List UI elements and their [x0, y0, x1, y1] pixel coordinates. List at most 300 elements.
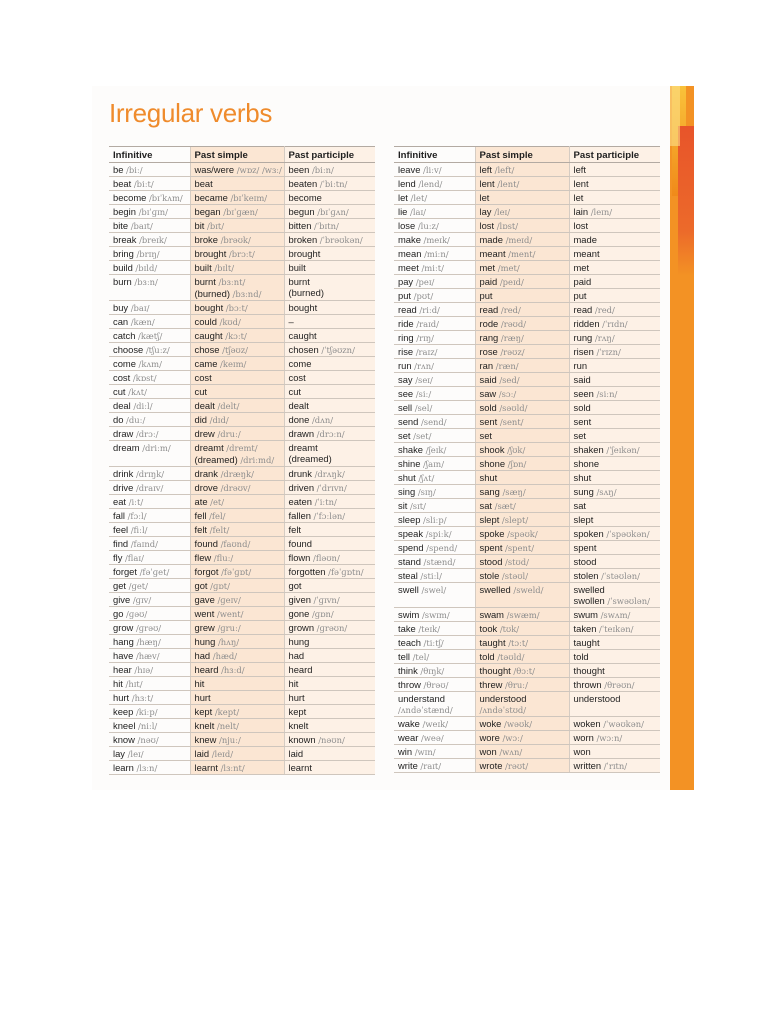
table-row — [109, 441, 375, 467]
cell-infinitive — [109, 565, 190, 579]
verb-form: slept — [479, 514, 500, 525]
verb-form: gave — [194, 594, 215, 605]
verb-form: feel — [113, 524, 129, 535]
cell-infinitive — [394, 745, 475, 759]
cell-past-simple — [475, 457, 569, 471]
verb-form: draw — [113, 428, 134, 439]
phonetic: /stiːl/ — [420, 571, 442, 581]
verb-form: beat — [113, 178, 132, 189]
verb-form: burn — [113, 276, 132, 287]
table-row — [394, 261, 660, 275]
phonetic: /raɪd/ — [416, 319, 439, 329]
cell-infinitive — [109, 649, 190, 663]
cell-infinitive — [394, 608, 475, 622]
verb-form: forgot — [194, 566, 219, 577]
cell-past-participle — [284, 427, 375, 441]
page-edge-decoration — [670, 86, 694, 790]
phonetic: /θrəʊn/ — [604, 680, 635, 690]
cell-infinitive — [109, 719, 190, 733]
cell-past-participle — [569, 759, 660, 773]
phonetic: /drɔː/ — [135, 429, 159, 439]
phonetic: /kʌm/ — [138, 359, 162, 369]
cell-infinitive — [394, 163, 475, 177]
table-row — [394, 443, 660, 457]
cell-past-simple — [475, 636, 569, 650]
cell-infinitive — [394, 731, 475, 745]
cell-infinitive — [109, 621, 190, 635]
phonetic: /ʌndəˈstænd/ — [398, 705, 453, 715]
cell-past-participle — [284, 315, 375, 329]
verb-form: said — [573, 374, 591, 385]
phonetic: /swæm/ — [506, 610, 540, 620]
cell-past-participle — [284, 523, 375, 537]
cell-past-participle — [569, 555, 660, 569]
cell-infinitive — [109, 761, 190, 775]
cell-infinitive — [394, 289, 475, 303]
cell-infinitive — [394, 303, 475, 317]
verb-form: grew — [194, 622, 215, 633]
cell-past-simple — [190, 705, 284, 719]
phonetic: /bɪˈɡɪn/ — [138, 207, 168, 217]
cell-past-participle — [569, 247, 660, 261]
phonetic: /flaɪ/ — [124, 553, 144, 563]
verb-form: rode — [479, 318, 499, 329]
verb-form: flew — [194, 552, 212, 563]
cell-past-participle — [569, 636, 660, 650]
verb-form: hurt — [194, 692, 211, 703]
verb-form: swim — [398, 609, 420, 620]
cell-past-participle — [284, 635, 375, 649]
cell-past-simple — [190, 635, 284, 649]
phonetic: /bɜːnd/ — [232, 289, 262, 299]
verb-form: hung — [194, 636, 216, 647]
phonetic: /θɪŋk/ — [420, 666, 445, 676]
cell-past-simple — [190, 593, 284, 607]
verb-table-left — [109, 146, 375, 775]
verb-form: worn — [573, 732, 594, 743]
phonetic: /ræn/ — [495, 361, 519, 371]
verb-form: shut — [573, 472, 592, 483]
verb-form: met — [479, 262, 496, 273]
cell-past-participle — [569, 569, 660, 583]
verb-form: meet — [398, 262, 419, 273]
phonetic: /tel/ — [412, 652, 430, 662]
cell-past-simple — [190, 385, 284, 399]
phonetic: /drʌŋk/ — [314, 469, 345, 479]
cell-past-participle — [569, 650, 660, 664]
phonetic: /sel/ — [414, 403, 433, 413]
verb-form: thrown — [573, 679, 602, 690]
cell-past-participle — [284, 733, 375, 747]
table-row — [109, 233, 375, 247]
table-row — [109, 247, 375, 261]
phonetic: /bɪˈɡʌn/ — [317, 207, 349, 217]
verb-form: dealt — [194, 400, 215, 411]
verb-form: spoken — [573, 528, 604, 539]
cell-past-simple — [190, 163, 284, 177]
verb-form: told — [479, 651, 495, 662]
cell-past-simple — [190, 177, 284, 191]
cell-infinitive — [109, 495, 190, 509]
cell-past-participle — [284, 579, 375, 593]
phonetic: /hæd/ — [212, 651, 238, 661]
cell-infinitive — [109, 301, 190, 315]
cell-past-simple — [475, 759, 569, 773]
verb-form: grow — [113, 622, 134, 633]
verb-form: beat — [194, 178, 213, 189]
verb-form: went — [194, 608, 215, 619]
table-row — [109, 343, 375, 357]
verb-form: bite — [113, 220, 129, 231]
verb-form: sit — [398, 500, 408, 511]
cell-past-simple — [475, 569, 569, 583]
cell-infinitive — [394, 471, 475, 485]
cell-past-simple — [475, 289, 569, 303]
cell-past-participle — [284, 719, 375, 733]
verb-form: could — [194, 316, 217, 327]
page-title: Irregular verbs — [109, 98, 273, 128]
cell-past-simple — [190, 747, 284, 761]
table-row — [394, 331, 660, 345]
phonetic: /lend/ — [418, 179, 443, 189]
phonetic: /felt/ — [209, 525, 230, 535]
verb-form: hung — [288, 636, 310, 647]
verb-form: buy — [113, 302, 129, 313]
verb-form: met — [573, 262, 590, 273]
verb-form: lay — [479, 206, 492, 217]
table-row — [394, 219, 660, 233]
verb-form: come — [288, 358, 312, 369]
verb-form: sleep — [398, 514, 421, 525]
cell-past-participle — [569, 664, 660, 678]
verb-form: lain — [573, 206, 589, 217]
cell-past-simple — [190, 427, 284, 441]
phonetic: /hɜːt/ — [131, 693, 154, 703]
phonetic: /spend/ — [426, 543, 458, 553]
verb-form: let — [479, 192, 490, 203]
cell-past-participle — [569, 429, 660, 443]
verb-form: knelt — [288, 720, 309, 731]
verb-form: broken — [288, 234, 318, 245]
phonetic: /wʌn/ — [499, 747, 523, 757]
cell-infinitive — [394, 191, 475, 205]
verb-form: keep — [113, 706, 134, 717]
phonetic: /biː/ — [126, 165, 143, 175]
verb-form: shake — [398, 444, 424, 455]
verb-form: hit — [113, 678, 123, 689]
verb-form: got — [288, 580, 302, 591]
phonetic: /ɡɪv/ — [132, 595, 152, 605]
phonetic: /ɡrəʊn/ — [316, 623, 348, 633]
phonetic: /siːn/ — [596, 389, 618, 399]
verb-form: caught — [288, 330, 317, 341]
cell-past-simple — [475, 317, 569, 331]
table-row — [394, 745, 660, 759]
cell-past-simple — [190, 621, 284, 635]
phonetic: /sliːp/ — [423, 515, 447, 525]
cell-past-simple — [190, 523, 284, 537]
verb-form: tell — [398, 651, 410, 662]
cell-infinitive — [394, 485, 475, 499]
table-row — [109, 261, 375, 275]
cell-infinitive — [394, 233, 475, 247]
phonetic: /biːn/ — [311, 165, 334, 175]
verb-form: stood — [479, 556, 503, 567]
cell-infinitive — [109, 467, 190, 481]
table-row — [109, 509, 375, 523]
table-row — [394, 317, 660, 331]
verb-form: deal — [113, 400, 131, 411]
cell-past-participle — [569, 513, 660, 527]
cell-infinitive — [394, 177, 475, 191]
cell-past-simple — [475, 678, 569, 692]
cell-infinitive — [394, 247, 475, 261]
cell-past-participle — [284, 301, 375, 315]
cell-past-simple — [475, 275, 569, 289]
table-row — [109, 413, 375, 427]
header-infinitive: Infinitive — [394, 147, 475, 163]
cell-past-simple — [190, 551, 284, 565]
verb-form: put — [479, 290, 493, 301]
verb-form: shone — [479, 458, 506, 469]
phonetic: /ˈbiːtn/ — [319, 179, 348, 189]
verb-form: sold — [573, 402, 591, 413]
verb-form: let — [573, 192, 584, 203]
verb-form: did — [194, 414, 208, 425]
verb-form: hear — [113, 664, 132, 675]
verb-form: let — [398, 192, 408, 203]
cell-past-simple — [475, 191, 569, 205]
table-row — [394, 692, 660, 717]
verb-form: swollen — [573, 595, 605, 606]
cell-past-participle — [569, 745, 660, 759]
verb-form: slept — [573, 514, 594, 525]
verb-form: rise — [398, 346, 414, 357]
cell-infinitive — [109, 481, 190, 495]
phonetic: /kætʃ/ — [138, 331, 163, 341]
table-row — [109, 607, 375, 621]
cell-past-participle — [284, 275, 375, 301]
verb-form: see — [398, 388, 414, 399]
phonetic: /teɪk/ — [418, 624, 441, 634]
table-row — [109, 565, 375, 579]
phonetic: /ʃʊk/ — [507, 445, 526, 455]
verb-form: came — [194, 358, 218, 369]
cell-past-participle — [569, 443, 660, 457]
verb-form: drew — [194, 428, 215, 439]
verb-form: shut — [398, 472, 416, 483]
phonetic: /red/ — [594, 305, 615, 315]
cell-past-participle — [569, 191, 660, 205]
table-row — [109, 663, 375, 677]
cell-past-simple — [475, 345, 569, 359]
verb-form: begin — [113, 206, 136, 217]
cell-past-participle — [569, 345, 660, 359]
phonetic: /tʃuːz/ — [145, 345, 170, 355]
cell-past-simple — [475, 731, 569, 745]
cell-past-participle — [284, 233, 375, 247]
table-row — [394, 678, 660, 692]
phonetic: /nəʊn/ — [318, 735, 345, 745]
verb-form: make — [398, 234, 421, 245]
phonetic: /ˈswəʊlən/ — [607, 596, 650, 606]
phonetic: /raɪt/ — [420, 761, 442, 771]
phonetic: /tʊk/ — [499, 624, 520, 634]
table-row — [394, 289, 660, 303]
cell-past-simple — [190, 649, 284, 663]
table-row — [109, 677, 375, 691]
phonetic: /ɡɒn/ — [311, 609, 334, 619]
table-row — [109, 761, 375, 775]
phonetic: /rəʊd/ — [500, 319, 527, 329]
verb-form: left — [479, 164, 493, 175]
verb-form: mean — [398, 248, 422, 259]
table-row — [109, 621, 375, 635]
phonetic: /nelt/ — [216, 721, 239, 731]
cell-past-simple — [475, 233, 569, 247]
verb-form: left — [573, 164, 587, 175]
cell-past-simple — [475, 555, 569, 569]
cell-past-participle — [569, 289, 660, 303]
cell-infinitive — [109, 607, 190, 621]
phonetic: /ˈbɪtn/ — [314, 221, 339, 231]
phonetic: /duː/ — [126, 415, 146, 425]
verb-form: throw — [398, 679, 421, 690]
phonetic: /wɒz/ /wɜː/ — [236, 165, 282, 175]
verb-form: fell — [194, 510, 207, 521]
verb-form: drive — [113, 482, 134, 493]
table-row — [109, 427, 375, 441]
cell-past-participle — [569, 731, 660, 745]
phonetic: /njuː/ — [219, 735, 241, 745]
cell-past-participle — [284, 371, 375, 385]
phonetic: /swɪm/ — [421, 610, 450, 620]
phonetic: /spent/ — [505, 543, 535, 553]
phonetic: /baɪt/ — [130, 221, 153, 231]
cell-infinitive — [109, 399, 190, 413]
phonetic: /kæn/ — [130, 317, 155, 327]
cell-past-simple — [190, 247, 284, 261]
phonetic: /druː/ — [217, 429, 241, 439]
cell-infinitive — [109, 509, 190, 523]
cell-infinitive — [394, 275, 475, 289]
phonetic: /peɪ/ — [415, 277, 435, 287]
verb-form: bought — [194, 302, 224, 313]
verb-form: cost — [288, 372, 306, 383]
phonetic: /sæt/ — [494, 501, 516, 511]
phonetic: /raɪz/ — [415, 347, 438, 357]
cell-past-simple — [190, 663, 284, 677]
verb-form: run — [573, 360, 588, 371]
phonetic: /liːv/ — [423, 165, 442, 175]
verb-form: drank — [194, 468, 218, 479]
verb-form: begun — [288, 206, 315, 217]
phonetic: /drɪŋk/ — [135, 469, 165, 479]
cell-past-simple — [190, 315, 284, 329]
phonetic: /ɡəʊ/ — [126, 609, 148, 619]
cell-past-simple — [475, 303, 569, 317]
cell-past-participle — [569, 373, 660, 387]
table-row — [109, 315, 375, 329]
cell-past-participle — [284, 565, 375, 579]
table-row — [109, 467, 375, 481]
verb-form: eat — [113, 496, 127, 507]
phonetic: /driːmd/ — [240, 455, 275, 465]
phonetic: /sɪŋ/ — [417, 487, 436, 497]
phonetic: /lɜːnt/ — [220, 763, 245, 773]
cell-past-simple — [475, 650, 569, 664]
cell-past-simple — [190, 761, 284, 775]
phonetic: /driːm/ — [142, 443, 171, 453]
phonetic: /pʊt/ — [413, 291, 434, 301]
table-row — [109, 705, 375, 719]
verb-form: (dreamed) — [288, 453, 332, 464]
verb-form: catch — [113, 330, 136, 341]
cell-infinitive — [109, 635, 190, 649]
table-row — [394, 636, 660, 650]
verb-form: was/were — [194, 164, 235, 175]
verb-form: sat — [479, 500, 493, 511]
cell-infinitive — [394, 219, 475, 233]
phonetic: /nəʊ/ — [137, 735, 159, 745]
table-row — [394, 275, 660, 289]
phonetic: /leɪn/ — [590, 207, 613, 217]
cell-past-simple — [190, 261, 284, 275]
verb-form: won — [573, 746, 591, 757]
cell-infinitive — [109, 371, 190, 385]
cell-infinitive — [394, 415, 475, 429]
verb-form: write — [398, 760, 418, 771]
cell-past-simple — [475, 331, 569, 345]
phonetic: /breɪk/ — [139, 235, 167, 245]
phonetic: /let/ — [410, 193, 428, 203]
cell-infinitive — [394, 401, 475, 415]
cell-past-participle — [284, 163, 375, 177]
cell-past-simple — [475, 513, 569, 527]
table-row — [394, 177, 660, 191]
phonetic: /bɪld/ — [135, 263, 158, 273]
verb-form: bitten — [288, 220, 312, 231]
phonetic: /tʃəʊz/ — [222, 345, 248, 355]
phonetic: /miːn/ — [424, 249, 449, 259]
cell-infinitive — [394, 569, 475, 583]
phonetic: /bɪˈkʌm/ — [148, 193, 183, 203]
phonetic: /ɡruː/ — [217, 623, 241, 633]
phonetic: /ˈteɪkən/ — [599, 624, 634, 634]
cell-past-participle — [284, 621, 375, 635]
phonetic: /ˈrɪdn/ — [602, 319, 628, 329]
cell-infinitive — [394, 678, 475, 692]
cell-infinitive — [394, 555, 475, 569]
cell-past-simple — [475, 429, 569, 443]
verb-form: put — [573, 290, 587, 301]
phonetic: /bɪˈkeɪm/ — [230, 193, 268, 203]
cell-past-participle — [569, 608, 660, 622]
verb-form: cost — [194, 372, 212, 383]
verb-form: become — [113, 192, 147, 203]
phonetic: /met/ — [497, 263, 520, 273]
cell-infinitive — [109, 233, 190, 247]
cell-past-simple — [190, 677, 284, 691]
verb-form: ate — [194, 496, 208, 507]
verb-form: drove — [194, 482, 218, 493]
cell-infinitive — [394, 345, 475, 359]
table-row — [394, 731, 660, 745]
table-row — [394, 303, 660, 317]
verb-form: made — [479, 234, 503, 245]
cell-past-participle — [569, 387, 660, 401]
verb-form: took — [479, 623, 498, 634]
